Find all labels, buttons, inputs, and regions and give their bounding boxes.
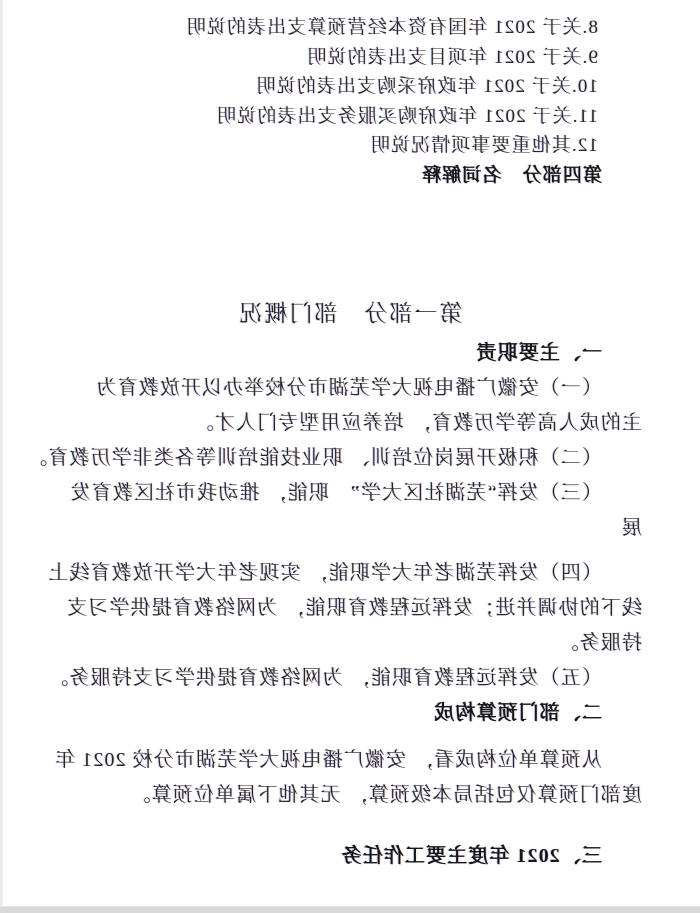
paragraph-line: 展 — [620, 517, 642, 539]
subhead-main-tasks: 三、2021 年度主要工作任务 — [340, 845, 602, 867]
paragraph-line: （三）发挥“芜湖社区大学” 职能， 推动我市社区教育发 — [69, 482, 602, 504]
toc-item: 9.关于 2021 年项目支出表的说明 — [306, 46, 598, 68]
part1-heading: 第一部分 部门概况 — [237, 301, 463, 326]
toc-item: 8.关于 2021 年国有资本经营预算支出表的说明 — [185, 17, 598, 38]
paragraph-line: 主的成人高等学历教育， 培养应用型专门人才。 — [192, 412, 642, 434]
paragraph-line: 从预算单位构成看， 安徽广播电视大学芜湖市分校 2021 年 — [54, 749, 602, 771]
table-of-contents — [58, 0, 642, 190]
paragraph-line: 持服务。 — [557, 632, 642, 654]
toc-item: 11.关于 2021 年政府购买服务支出表的说明 — [216, 105, 598, 127]
subhead-main-duties: 一、主要职责 — [475, 342, 602, 364]
paragraph-line: 度部门预算仅包括局本级预算， 无其他下属单位预算。 — [129, 784, 642, 806]
paragraph-line: 线下的协调并进；发挥远程教育职能， 为网络教育提供学习支 — [66, 597, 642, 619]
paragraph-line: （二）积极开展岗位培训、 职业技能培训等各类非学历教育。 — [26, 447, 602, 469]
paragraph-line: （四）发挥芜湖老年大学职能， 实现老年大学开放教育线上 — [47, 562, 602, 584]
toc-item: 12.其他重要事项情况说明 — [369, 135, 598, 156]
paragraph-line: （五）发挥远程教育职能， 为网络教育提供学习支持服务。 — [47, 667, 602, 689]
section-text — [26, 336, 642, 874]
subhead-budget-composition: 二、部门预算构成 — [433, 702, 602, 724]
page-edge-left — [0, 0, 3, 913]
toc-item: 10.关于 2021 年政府采购支出表的说明 — [255, 76, 598, 97]
document-body — [26, 0, 642, 874]
page-edge-bottom — [0, 906, 700, 913]
paragraph-line: （一）安徽广播电视大学芜湖市分校举办以开放教育为 — [95, 377, 602, 399]
part4-heading: 第四部分 名词解释 — [421, 164, 602, 186]
